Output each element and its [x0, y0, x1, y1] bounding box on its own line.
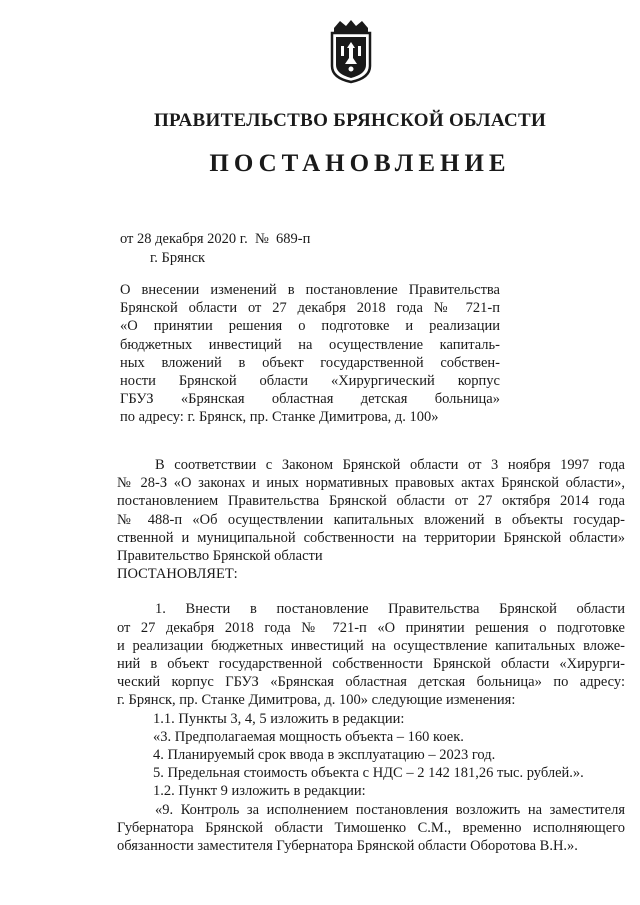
issuing-authority: ПРАВИТЕЛЬСТВО БРЯНСКОЙ ОБЛАСТИ — [153, 110, 547, 131]
item-1-line: ческий корпус ГБУЗ «Брянская областная детская больница» по адресу: — [117, 674, 625, 691]
subject-line: по адресу: г. Брянск, пр. Станке Димитрова, д. 100» — [120, 409, 439, 426]
item-9-line: обязанности заместителя Губернатора Брянской области Оборотова В.Н.». — [117, 838, 578, 855]
subitem-line: «3. Предполагаемая мощность объекта – 160 коек. — [153, 728, 464, 745]
document-subject — [120, 281, 500, 427]
subitem-line: 5. Предельная стоимость объекта с НДС – 2 142 181,26 тыс. рублей.». — [153, 765, 584, 782]
item-1-line: ний в объект государственной собственности Брянской области «Хирурги- — [117, 656, 625, 673]
subitem-line: 1.1. Пункты 3, 4, 5 изложить в редакции: — [153, 710, 405, 727]
subject-line: «О принятии решения о подготовке и реализации — [120, 318, 500, 335]
document-date-number: от 28 декабря 2020 г. № 689-п — [120, 231, 311, 247]
coat-of-arms-icon — [326, 18, 376, 84]
subitem-line: 1.2. Пункт 9 изложить в редакции: — [153, 783, 366, 800]
document-city: г. Брянск — [150, 250, 206, 266]
preamble-line: № 488-п «Об осуществлении капитальных вложений в объекты государ- — [117, 511, 625, 528]
item-1-line: г. Брянск, пр. Станке Димитрова, д. 100» следующие изменения: — [117, 692, 516, 709]
item-1-line: 1. Внести в постановление Правительства Брянской области — [155, 601, 625, 618]
resolves-heading: ПОСТАНОВЛЯЕТ: — [117, 566, 238, 583]
item-1-line: и реализации бюджетных инвестиций на осуществление капитальных вложе- — [117, 637, 625, 654]
subject-line: О внесении изменений в постановление Правительства — [120, 282, 500, 298]
subject-line: ности Брянской области «Хирургический корпус — [120, 373, 500, 390]
subject-line: ГБУЗ «Брянская областная детская больница» — [120, 391, 500, 408]
subject-line: Брянской области от 27 декабря 2018 года № 721-п — [120, 300, 500, 317]
document-type-title: ПОСТАНОВЛЕНИЕ — [209, 150, 511, 177]
subitem-line: 4. Планируемый срок ввода в эксплуатацию – 2023 год. — [153, 747, 496, 764]
preamble-line: ственной и муниципальной собственности на территории Брянской области» — [117, 529, 625, 546]
item-9-line: Губернатора Брянской области Тимошенко С.М., временно исполняющего — [117, 819, 625, 836]
subject-line: ных вложений в объект государственной собствен- — [120, 354, 500, 371]
item-1-line: от 27 декабря 2018 года № 721-п «О принятии решения о подготовке — [117, 619, 625, 636]
preamble-line: В соответствии с Законом Брянской области от 3 ноября 1997 года — [155, 457, 625, 473]
preamble-line: постановлением Правительства Брянской области от 27 октября 2014 года — [117, 493, 625, 510]
preamble-line: № 28-З «О законах и иных нормативных правовых актах Брянской области», — [117, 475, 625, 492]
item-9-line: «9. Контроль за исполнением постановления возложить на заместителя — [155, 801, 625, 818]
document-body — [117, 456, 625, 855]
coat-of-arms-emblem — [326, 18, 376, 84]
subject-line: бюджетных инвестиций на осуществление капиталь- — [120, 336, 500, 353]
preamble-line: Правительство Брянской области — [117, 548, 323, 565]
